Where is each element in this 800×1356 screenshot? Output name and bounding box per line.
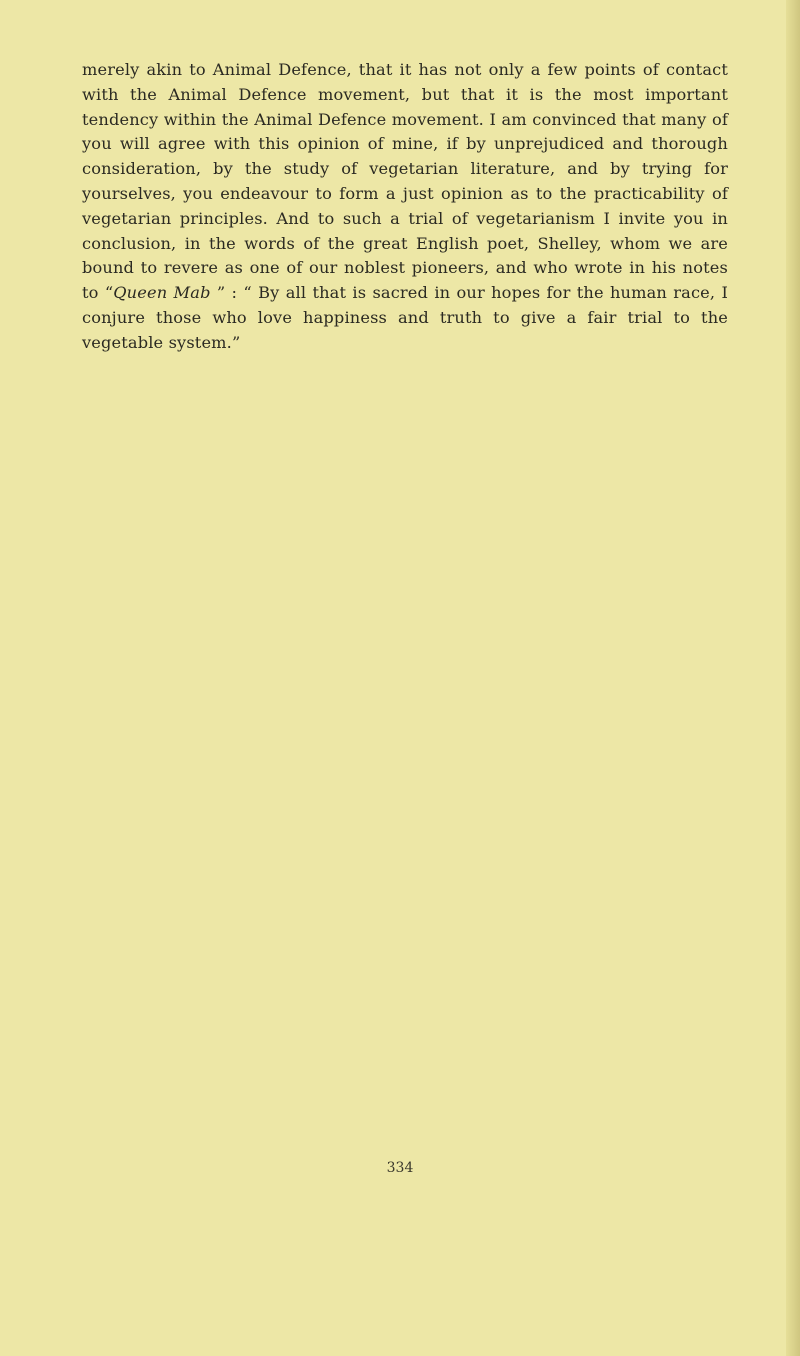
page-edge <box>786 0 800 1356</box>
paragraph-text-part-2: ” : “ By all that is sacred in our hopes for the human race, I conjure those who love happiness and truth to give a fair trial to the vegetable system.” <box>82 283 728 352</box>
paragraph-text-part-1: merely akin to Animal Defence, that it has not only a few points of contact with the Animal Defence movement, but that it is the most important tendency within the Animal Defence movement. I am convinced that many of you will agree with this opinion of mine, if by unprejudiced and thorough consideration, by the study of vegetarian literature, and by trying for yourselves, you endeavour to form a just opinion as to the practicability of vegetarian principles. And to such a trial of vegetarianism I invite you in conclusion, in the words of the great English poet, Shelley, whom we are bound to revere as one of our noblest pioneers, and who wrote in his notes to “ <box>82 60 728 303</box>
poem-title: Queen Mab <box>113 283 211 303</box>
body-paragraph <box>82 58 728 356</box>
page-number: 334 <box>386 1160 414 1176</box>
